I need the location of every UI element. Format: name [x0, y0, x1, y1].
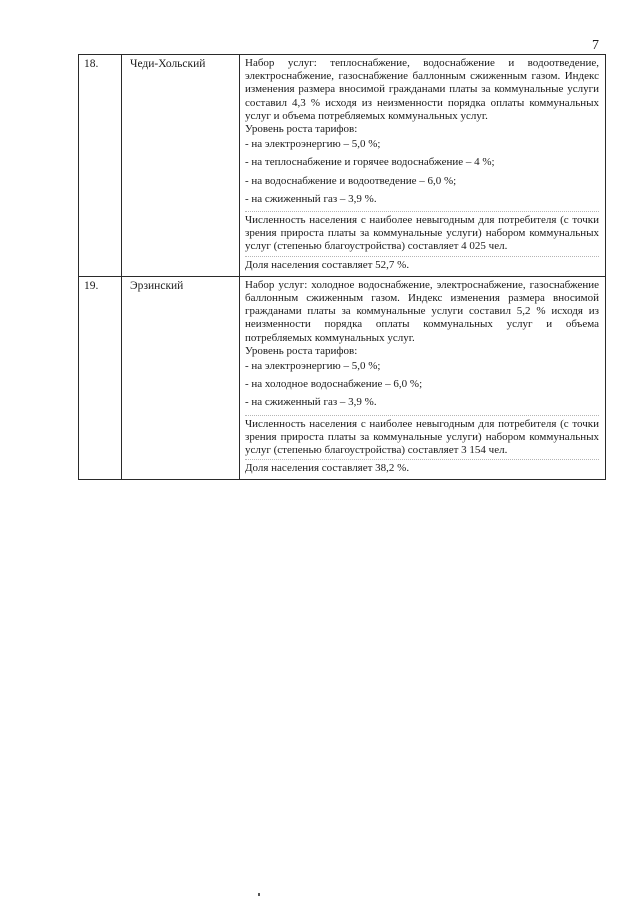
tariff-item: - на холодное водоснабжение – 6,0 %;: [245, 378, 423, 391]
tariff-item: - на электроэнергию – 5,0 %;: [245, 138, 381, 151]
scan-mark: [258, 893, 260, 896]
table-row: [79, 276, 606, 480]
tariff-item: - на теплоснабжение и горячее водоснабжение – 4 %;: [245, 156, 495, 169]
population-paragraph: Численность населения с наиболее невыгодным для потребителя (с точки зрения прироста платы за коммунальные услуги) набором коммунальных услуг (степенью благоустройства) составляет 4 025 чел.: [245, 211, 599, 254]
services-paragraph: Набор услуг: холодное водоснабжение, электроснабжение, газоснабжение баллонным сжиженным газом. Индекс изменения размера вносимой гражданами платы за коммунальные услуги составил 5,2 % исходя из неизменности порядка оплаты коммунальных услуг и объема потребляемых коммунальных услуг.: [245, 278, 599, 344]
tariff-heading: Уровень роста тарифов:: [245, 344, 358, 357]
row-number: 18.: [79, 55, 122, 277]
tariff-item: - на сжиженный газ – 3,9 %.: [245, 192, 377, 205]
population-share: Доля населения составляет 38,2 %.: [245, 459, 599, 475]
district-name: Эрзинский: [122, 276, 240, 480]
population-paragraph: Численность населения с наиболее невыгодным для потребителя (с точки зрения прироста платы за коммунальные услуги) набором коммунальных услуг (степенью благоустройства) составляет 3 154 чел.: [245, 415, 599, 458]
tariff-item: - на сжиженный газ – 3,9 %.: [245, 396, 377, 409]
tariff-heading: Уровень роста тарифов:: [245, 123, 358, 136]
row-number: 19.: [79, 276, 122, 480]
table-row: [79, 55, 606, 277]
district-name: Чеди-Хольский: [122, 55, 240, 277]
description-cell: [240, 55, 606, 277]
population-share: Доля населения составляет 52,7 %.: [245, 256, 599, 272]
page-number: 7: [592, 38, 599, 53]
services-paragraph: Набор услуг: теплоснабжение, водоснабжение и водоотведение, электроснабжение, газоснабжение баллонным сжиженным газом. Индекс изменения размера вносимой гражданами платы за коммунальные услуги составил 4,3 % исходя из неизменности порядка оплаты коммунальных услуг и объема потребляемых коммунальных услуг.: [245, 57, 599, 122]
tariff-item: - на электроэнергию – 5,0 %;: [245, 360, 381, 373]
tariff-table: [78, 54, 606, 480]
tariff-item: - на водоснабжение и водоотведение – 6,0 %;: [245, 174, 457, 187]
description-cell: [240, 276, 606, 480]
